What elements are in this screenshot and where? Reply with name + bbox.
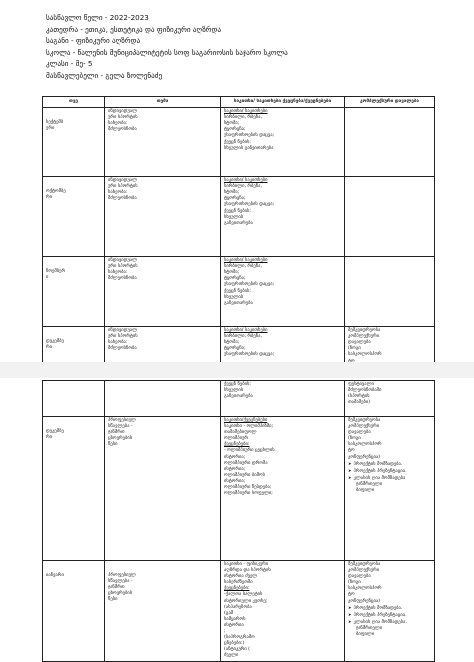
- task-cell: [345, 257, 435, 327]
- task-bullet: ➤ პროექტის პრეზენტაცია.: [348, 612, 431, 619]
- table-row: [43, 257, 435, 327]
- plan-table-continued: [42, 380, 435, 662]
- month-cell: დეკემბე რი: [43, 327, 105, 385]
- task-cell: მემკვიდრეობა კომპლექსური დავალება (ზოგი სასკოლოსპორ: [345, 327, 435, 385]
- month-cell: სექტემბ ერი: [43, 108, 105, 177]
- month-cell: იანვარი: [43, 561, 105, 662]
- month-cell: დეკემბე რი: [43, 417, 105, 561]
- topic-cell: [105, 381, 221, 417]
- table-header-row: [43, 97, 435, 108]
- topic-cell: პროფესიულ სწავლება - ჯანმრთ ცხოვრების წესი: [105, 417, 221, 561]
- subject: საგანი - ფიზიკური აღზრდა: [46, 36, 141, 46]
- task-bullet: ➤ კლასის ღია მომზადება: [348, 475, 431, 482]
- document-header: [46, 12, 426, 82]
- task-cell: მემკვიდრეობა კომპლექსური დავალება (ზოგი სასკოლოსპორ ტო კონფერენცია) ➤ პროექტის მომზადება. ➤ პროექტის პრეზენტაცია. ➤ კლასის ღია მომზადება ჯანმრთელი ბიფილი: [345, 417, 435, 561]
- table-row: [43, 108, 435, 177]
- table-row: [43, 177, 435, 257]
- issues-cell: საკითხი/ საკითხები სირბილი, რბენა, ხტომა; ტყორცნა; უსაფრთხოების დაცვა; ქვეცნ ნების: სხეულის განვითარება: [221, 177, 345, 257]
- issues-cell: საკითხი/ საკითხები სირბილი, რბენა, ხტომა; ტყორცნა; უსაფრთხოების დაცვა; ქვეცნ ნების: სხეულის განვითარება: [221, 108, 345, 177]
- issues-cell: ქვეცნ ნების: სხეულის განვითარება: [221, 381, 345, 417]
- grade: კლასი - მე- 5: [46, 59, 93, 69]
- document-page-1: [36, 0, 438, 358]
- task-bullet: ➤ კლასის ღია მომზადება.: [348, 619, 431, 626]
- issues-cell: საკითხი/ საკითხები სირბილი, რბენა, ხტომა; ტყორცნა; უსაფრთხოების დაცვა; ქვეცნ ნების: სხეულის განვითარება: [221, 257, 345, 327]
- school-year: სასწავლო წელი - 2022-2023: [46, 13, 149, 22]
- header-task: კომპლექსური დავალება: [345, 97, 435, 108]
- table-row: [43, 381, 435, 417]
- document-page-2: [36, 378, 438, 659]
- teacher: მასწავლებელი - გელა ზოლენაძე: [46, 70, 163, 80]
- header-month: თვე: [43, 97, 105, 108]
- topic-cell: ინდივიდუალ ური სპორტის სახეობა: მძლეოსნობა: [105, 257, 221, 327]
- task-cell: [345, 177, 435, 257]
- month-cell: ოქტომბე რი: [43, 177, 105, 257]
- school-name: სკოლა - წალენის მუნიციპალიტეტის სოფ საგარიოსის საჯარო სკოლა: [46, 47, 288, 57]
- topic-cell: ინდივიდუალ ური სპორტის სახეობა: მძლეოსნობა: [105, 108, 221, 177]
- page-gap: [0, 362, 474, 378]
- table-row: [43, 417, 435, 561]
- issues-cell: საკითხი/ქვეცნებები საკითხი - ოლიმპიზმი; თამაშებიფოლ ოლიმპიურ ქვეცნებები: - ოლიმპიური ცეცხლის ისტორია; ოლიმპიური დროშა ისტორია; ოლიმპიური ბიმოს ისტორია; ოლიმპიური წესდება; ოლიმპიური სოფელი;: [221, 417, 345, 561]
- topic-cell: ინდივიდუალ ური სპორტის სახეობა: მძლეოსნობა: [105, 327, 221, 385]
- plan-table: [42, 96, 435, 385]
- task-cell: ფესტივალი მძლეოსნობაში (სპორტის თამაშები): [345, 381, 435, 417]
- topic-cell: ინდივიდუალ ური სპორტის სახეობა: მძლეოსნობა: [105, 177, 221, 257]
- issues-cell: საკითხი - ფიზიკური აღზრდა და სპორტის ისტორია ძველ საბერძნეთში ქვეცნებები: -ქალთა ბალეტის ისტორიული კუთხე; (ასპარეზობა (გამ სამყაროს ისტორია ; (საპროგრამო ცნებები:) (ანტიკური ( ძველი: [221, 561, 345, 662]
- topic-cell: პროფესიულ სწავლება - ჯანმრთ ცხოვრების წესი: [105, 561, 221, 662]
- task-cell: მემკვიდრეობა კომპლექსური დავალება (ზოგი სასკოლოსპორ ტო კონფერენცია) ➤ პროექტის მომზადება. ➤ პროექტის პრეზენტაცია. ➤ კლასის ღია მომზადება. ჯანმრთელი ბიფილი: [345, 561, 435, 662]
- header-issues: საკითხი/ საკითხები ქვეცნება/ქვეცნებები: [221, 97, 345, 108]
- task-bullet: ➤ პროექტის პრეზენტაცია.: [348, 468, 431, 475]
- task-cell: [345, 108, 435, 177]
- issues-cell: საკითხი/ საკითხები სირბილი, რბენა, ხტომა; ტყორცნა; უსაფრთხოების დაცვა;: [221, 327, 345, 385]
- month-cell: ნოემბერ ი: [43, 257, 105, 327]
- table-row: [43, 561, 435, 662]
- task-bullet: ➤ პროექტის მომზადება.: [348, 605, 431, 612]
- month-cell: [43, 381, 105, 417]
- task-bullet: ➤ პროექტის მომზადება.: [348, 461, 431, 468]
- department: კათედრა - ეთიკა, ესთეტიკა და ფიზიკური აღზრდა: [46, 24, 222, 34]
- header-topic: თემა: [105, 97, 221, 108]
